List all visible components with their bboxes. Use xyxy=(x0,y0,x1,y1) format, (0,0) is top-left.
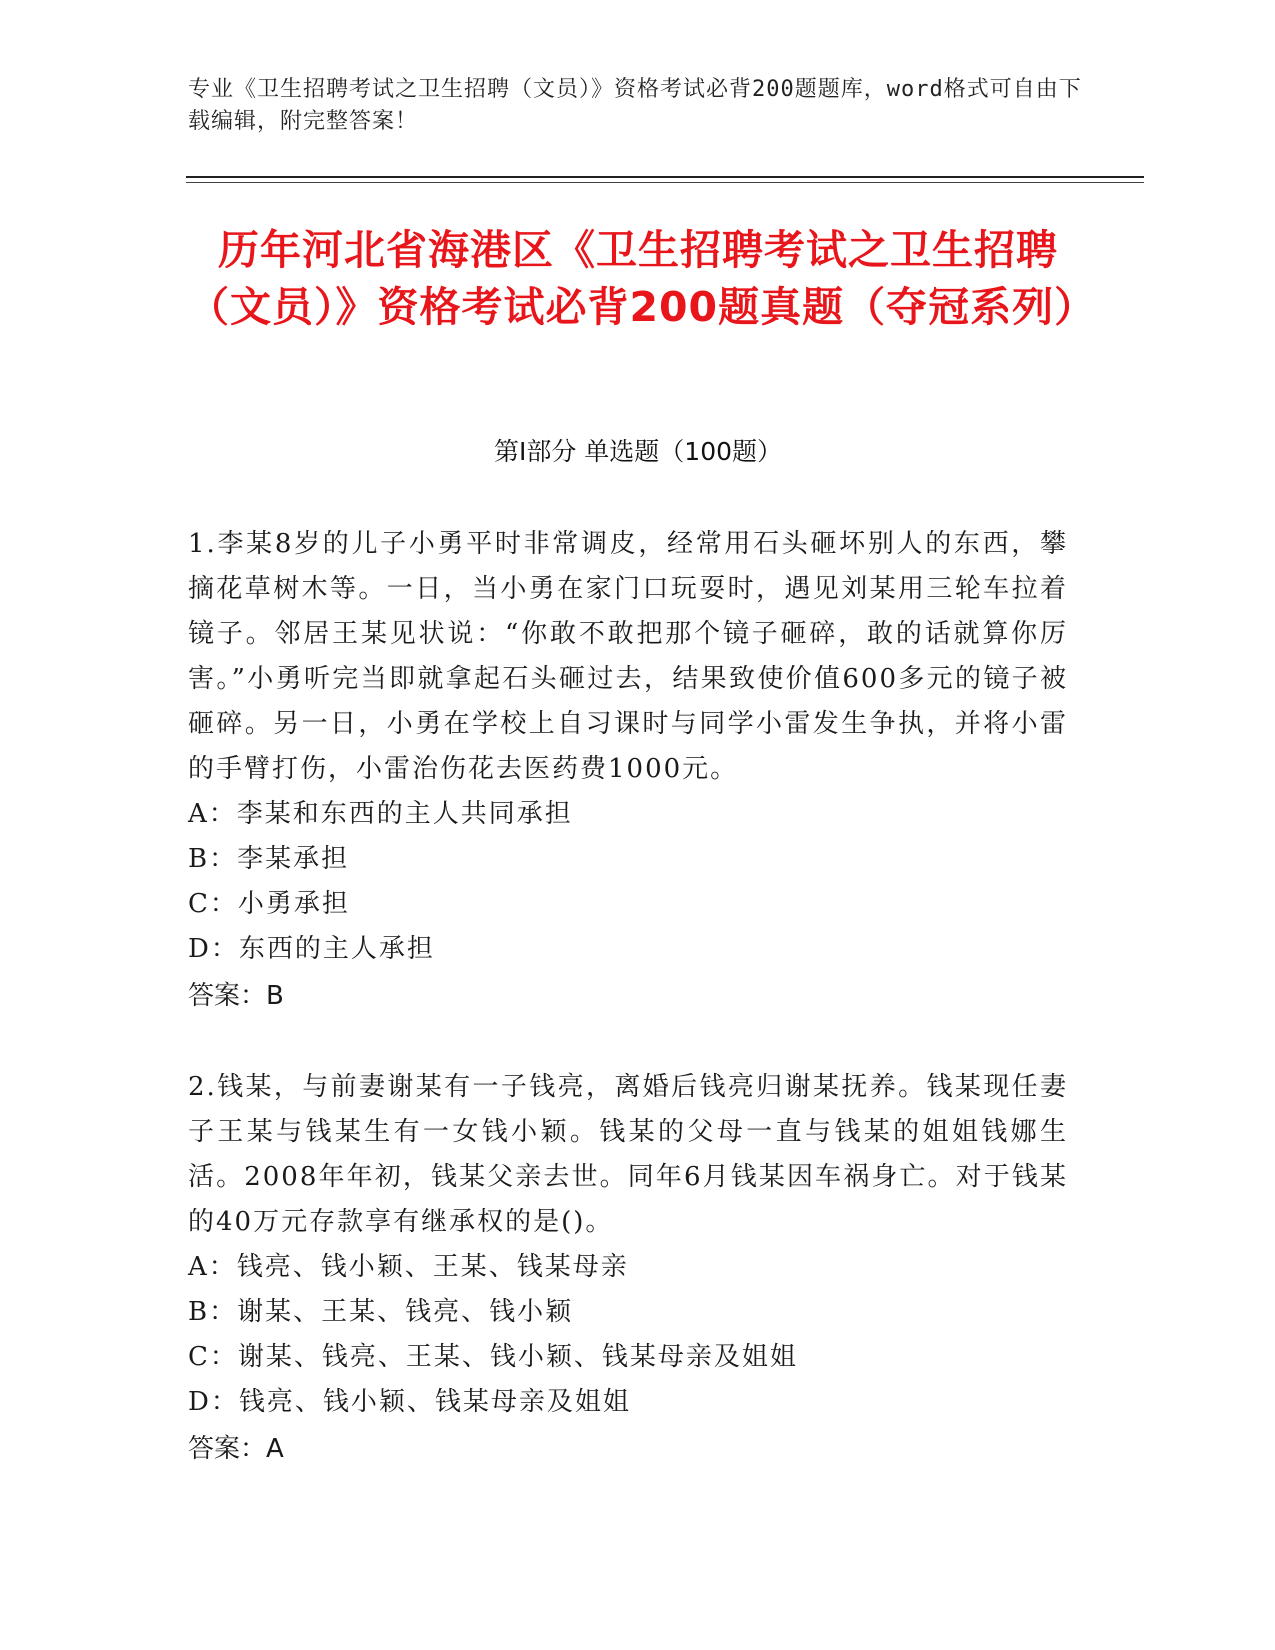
option-b: B：李某承担 xyxy=(188,844,350,874)
option-a: A：钱亮、钱小颖、王某、钱某母亲 xyxy=(188,1252,629,1282)
option-a: A：李某和东西的主人共同承担 xyxy=(188,799,573,829)
question-block xyxy=(188,522,1068,1019)
question-block xyxy=(188,1065,1068,1472)
section-title: 第Ⅰ部分 单选题（100题） xyxy=(493,437,783,466)
option-list xyxy=(188,1245,1068,1425)
header-divider-thick xyxy=(186,176,1144,178)
option-list xyxy=(188,792,1068,972)
document-title: 历年河北省海港区《卫生招聘考试之卫生招聘（文员）》资格考试必背200题真题（夺冠系列） xyxy=(188,226,1097,331)
answer-label: 答案：A xyxy=(188,1434,284,1464)
question-stem: 2.钱某，与前妻谢某有一子钱亮，离婚后钱亮归谢某抚养。钱某现任妻子王某与钱某生有一女钱小颖。钱某的父母一直与钱某的姐姐钱娜生活。2008年年初，钱某父亲去世。同年6月钱某因车祸身亡。对于钱某的40万元存款享有继承权的是()。 xyxy=(188,1072,1068,1237)
option-b: B：谢某、王某、钱亮、钱小颖 xyxy=(188,1297,574,1327)
header-note: 专业《卫生招聘考试之卫生招聘（文员）》资格考试必背200题题库，word格式可自由下载编辑，附完整答案！ xyxy=(188,77,1082,134)
answer-label: 答案：B xyxy=(188,981,284,1011)
header-divider-thin xyxy=(186,182,1144,183)
option-c: C：谢某、钱亮、王某、钱小颖、钱某母亲及姐姐 xyxy=(188,1342,798,1372)
option-c: C：小勇承担 xyxy=(188,889,350,919)
option-d: D：东西的主人承担 xyxy=(188,934,435,964)
option-d: D：钱亮、钱小颖、钱某母亲及姐姐 xyxy=(188,1387,631,1417)
question-stem: 1.李某8岁的儿子小勇平时非常调皮，经常用石头砸坏别人的东西，攀摘花草树木等。一日，当小勇在家门口玩耍时，遇见刘某用三轮车拉着镜子。邻居王某见状说：“你敢不敢把那个镜子砸碎，敢的话就算你厉害。”小勇听完当即就拿起石头砸过去，结果致使价值600多元的镜子被砸碎。另一日，小勇在学校上自习课时与同学小雷发生争执，并将小雷的手臂打伤，小雷治伤花去医药费1000元。 xyxy=(188,529,1068,784)
